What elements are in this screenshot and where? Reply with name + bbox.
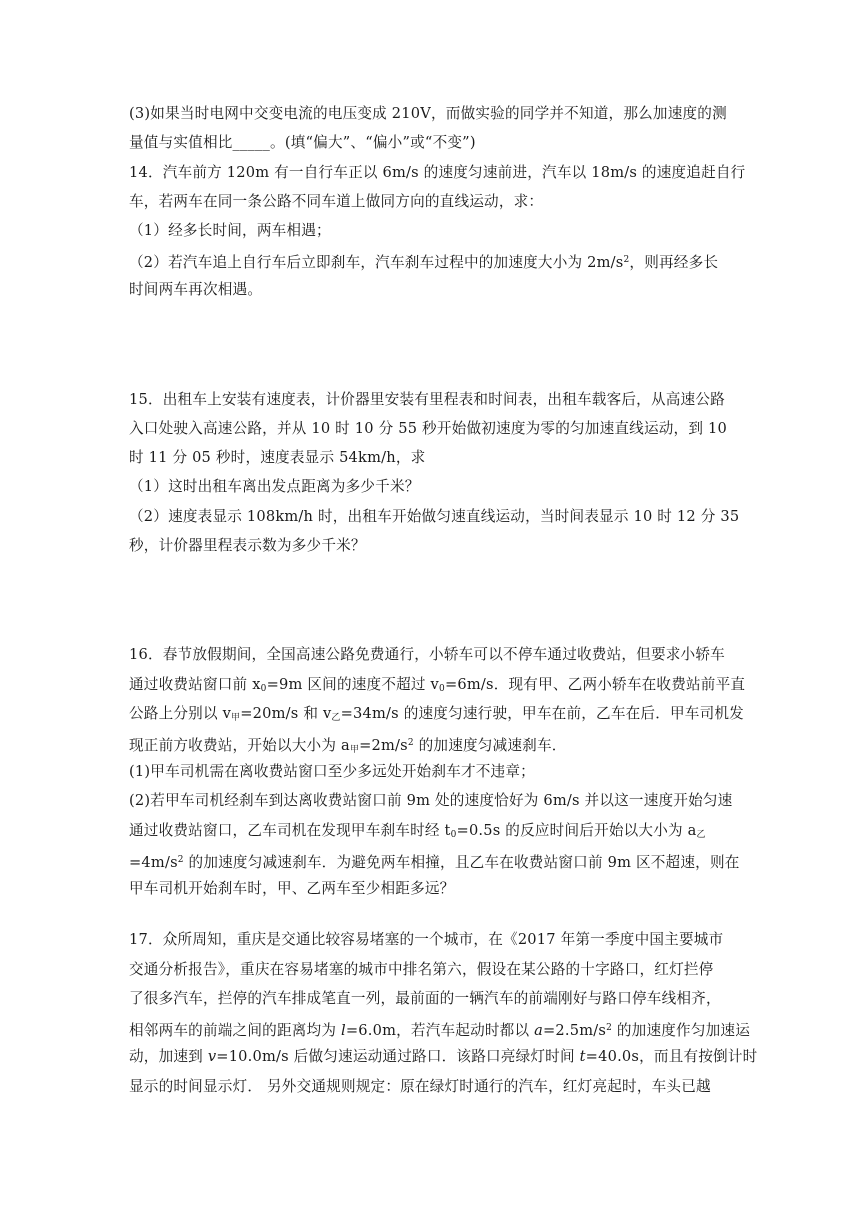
q14-line1: 14．汽车前方 120m 有一自行车正以 6m/s 的速度匀速前进，汽车以 18m/s 的速度追赶自行 [129, 164, 746, 181]
q15-line1: 15．出租车上安装有速度表，计价器里安装有里程表和时间表，出租车载客后，从高速公路 [129, 391, 725, 408]
q17-line3: 了很多汽车，拦停的汽车排成笔直一列，最前面的一辆汽车的前端刚好与路口停车线相齐， [129, 990, 721, 1007]
q14-part2-line2: 时间两车再次相遇。 [129, 281, 263, 298]
q14-part1: （1）经多长时间，两车相遇； [129, 222, 331, 239]
q14-line2: 车，若两车在同一条公路不同车道上做同方向的直线运动，求： [129, 193, 544, 210]
q17-line2: 交通分析报告》，重庆在容易堵塞的城市中排名第六，假设在某公路的十字路口，红灯拦停 [129, 961, 714, 978]
q17-line5: 动，加速到 v=10.0m/s 后做匀速运动通过路口．该路口亮绿灯时间 t=40.0s，而且有按倒计时 [129, 1048, 758, 1065]
q13-part3-line1: (3)如果当时电网中交变电流的电压变成 210V，而做实验的同学并不知道，那么加速度的测 [129, 105, 727, 122]
q15-part2-line2: 秒，计价器里程表示数为多少千米？ [129, 537, 366, 554]
q16-line3: 公路上分别以 $v_甲=20m/s$ 和 $v_乙=34m/s$ 的速度匀速行驶，甲车在前，乙车在后．甲车司机发 [129, 705, 744, 723]
q16-part2-line3: $=4m/s^2$ 的加速度匀减速刹车．为避免两车相撞，且乙车在收费站窗口前 9m 区不超速，则在 [129, 854, 740, 871]
q16-line4: 现正前方收费站，开始以大小为 $a_甲=2m/s^2$ 的加速度匀减速刹车． [129, 737, 567, 755]
q16-part2-line1: (2)若甲车司机经刹车到达离收费站窗口前 9m 处的速度恰好为 6m/s 并以这一速度开始匀速 [129, 792, 733, 809]
q16-line2: 通过收费站窗口前 $x_0=9m$ 区间的速度不超过 $v_0=6m/s$．现有甲、乙两小轿车在收费站前平直 [129, 676, 746, 694]
q16-part2-line4: 甲车司机开始刹车时，甲、乙两车至少相距多远？ [129, 880, 455, 897]
q15-line3: 时 11 分 05 秒时，速度表显示 54km/h，求 [129, 449, 426, 466]
q17-line1: 17．众所周知，重庆是交通比较容易堵塞的一个城市，在《2017 年第一季度中国主要城市 [129, 931, 724, 948]
q16-line1: 16．春节放假期间，全国高速公路免费通行，小轿车可以不停车通过收费站，但要求小轿车 [129, 646, 725, 663]
q13-part3-line2: 量值与实值相比_____。(填“偏大”、“偏小”或“不变”) [129, 134, 476, 151]
q14-part2-line1: （2）若汽车追上自行车后立即刹车，汽车刹车过程中的加速度大小为 $2m/s^2$，则再经多长 [129, 254, 719, 271]
q17-line6: 显示的时间显示灯． 另外交通规则规定：原在绿灯时通行的汽车，红灯亮起时，车头已越 [129, 1078, 711, 1095]
q17-line4: 相邻两车的前端之间的距离均为 l=6.0m，若汽车起动时都以 $a=2.5m/s^2$ 的加速度作匀加速运 [129, 1022, 751, 1039]
q16-part2-line2: 通过收费站窗口，乙车司机在发现甲车刹车时经 $t_0=0.5s$ 的反应时间后开始以大小为 $a_乙$ [129, 822, 706, 840]
q15-part2-line1: （2）速度表显示 108km/h 时，出租车开始做匀速直线运动，当时间表显示 10 时 12 分 35 [129, 508, 740, 525]
q15-part1: （1）这时出租车离出发点距离为多少千米？ [129, 478, 420, 495]
q15-line2: 入口处驶入高速公路，并从 10 时 10 分 55 秒开始做初速度为零的匀加速直线运动，到 10 [129, 420, 727, 437]
q16-part1: (1)甲车司机需在离收费站窗口至少多远处开始刹车才不违章； [129, 763, 535, 780]
